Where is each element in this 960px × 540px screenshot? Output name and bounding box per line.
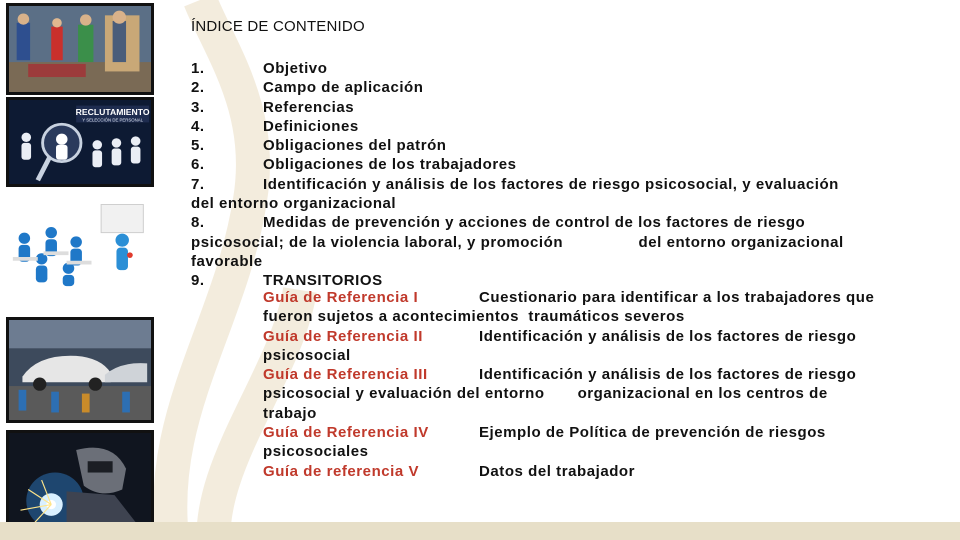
photo-welder <box>6 430 154 532</box>
guide-label: Guía de Referencia I <box>263 289 419 306</box>
guide-description-continuation: fueron sujetos a acontecimientos traumáticos severos <box>263 308 685 326</box>
toc-number: 1. <box>191 60 205 77</box>
photo-car-assembly-line <box>6 317 154 423</box>
toc-text-continuation: psicosocial; de la violencia laboral, y promoción del entorno organizacional <box>191 233 844 251</box>
guide-item-5 <box>263 462 943 481</box>
toc-text-continuation: del entorno organizacional <box>191 195 397 213</box>
toc-number: 7. <box>191 175 205 193</box>
page-title: ÍNDICE DE CONTENIDO <box>191 18 365 35</box>
guide-description-continuation: psicosocial y evaluación del entorno organizacional en los centros de <box>263 385 828 403</box>
toc-text: Identificación y análisis de los factores de riesgo psicosocial, y evaluación <box>263 175 839 193</box>
guide-item-4 <box>263 423 943 442</box>
toc-text: Campo de aplicación <box>263 79 424 97</box>
guide-item-2 <box>263 327 943 346</box>
toc-text: TRANSITORIOS <box>263 272 383 290</box>
toc-item-6 <box>191 155 936 174</box>
photo-workers-workshop <box>6 3 154 95</box>
toc-number: 3. <box>191 98 205 116</box>
guide-description: Cuestionario para identificar a los trabajadores que <box>479 289 875 306</box>
recruitment-banner-subtext: Y SELECCIÓN DE PERSONAL <box>82 117 143 123</box>
guide-label: Guía de Referencia III <box>263 366 428 384</box>
toc-item-7 <box>191 175 936 194</box>
guide-description: Ejemplo de Política de prevención de riesgos <box>479 424 826 442</box>
toc-text: Obligaciones del patrón <box>263 137 447 155</box>
toc-text: Objetivo <box>263 60 328 77</box>
toc-text: Referencias <box>263 98 355 116</box>
recruitment-banner-text: RECLUTAMIENTO <box>75 107 150 117</box>
toc-item-5 <box>191 136 936 155</box>
toc-item-2 <box>191 78 936 97</box>
guide-description-continuation: psicosociales <box>263 443 369 461</box>
guide-item-1 <box>263 288 943 307</box>
guide-label: Guía de Referencia IV <box>263 424 429 442</box>
toc-item-8 <box>191 213 936 232</box>
toc-item-4 <box>191 117 936 136</box>
toc-item-1 <box>191 59 936 78</box>
toc-number: 4. <box>191 117 205 135</box>
toc-number: 8. <box>191 214 205 232</box>
guide-description: Identificación y análisis de los factores de riesgo <box>479 366 857 384</box>
toc-text-continuation: favorable <box>191 252 263 270</box>
toc-text: Definiciones <box>263 117 359 135</box>
toc-text: Obligaciones de los trabajadores <box>263 156 517 174</box>
guide-description-continuation: psicosocial <box>263 346 351 364</box>
toc-text: Medidas de prevención y acciones de control de los factores de riesgo <box>263 214 806 232</box>
toc-number: 2. <box>191 79 205 97</box>
guide-description-continuation: trabajo <box>263 404 317 422</box>
toc-item-3 <box>191 98 936 117</box>
guide-description: Datos del trabajador <box>479 462 636 480</box>
toc-number: 5. <box>191 137 205 155</box>
guide-label: Guía de referencia V <box>263 462 420 480</box>
photo-training-meeting <box>6 194 154 290</box>
guide-item-3 <box>263 365 943 384</box>
guide-description: Identificación y análisis de los factores de riesgo <box>479 327 857 345</box>
toc-number: 6. <box>191 156 205 174</box>
photo-recruitment <box>6 97 154 187</box>
reference-guides-list <box>263 288 943 481</box>
toc-number: 9. <box>191 272 205 290</box>
guide-label: Guía de Referencia II <box>263 327 423 345</box>
footer-band <box>0 522 960 540</box>
table-of-contents <box>191 59 936 291</box>
